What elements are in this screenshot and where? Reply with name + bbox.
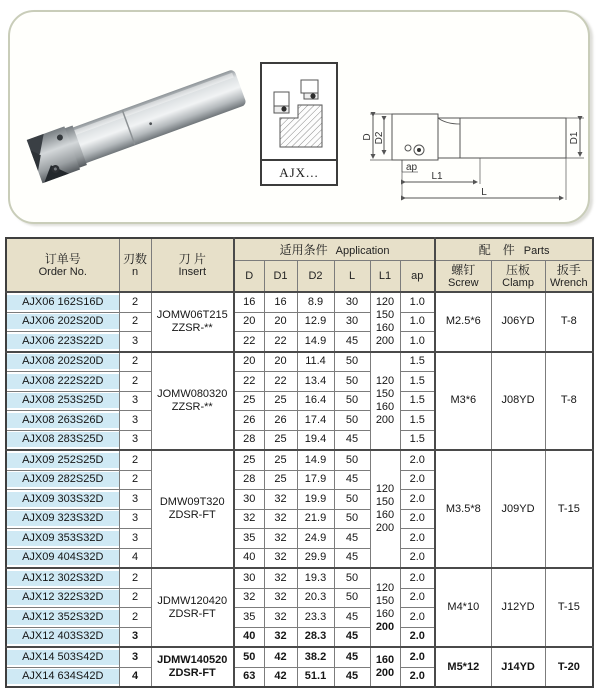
- l-cell: 50: [334, 509, 370, 529]
- col-header-flutes: [119, 238, 151, 292]
- d1-cell: 32: [264, 627, 297, 647]
- d-cell: 40: [234, 548, 264, 568]
- flute-count-cell: 2: [119, 608, 151, 628]
- ap-cell: 1.5: [400, 430, 435, 450]
- d1-cell: 32: [264, 608, 297, 628]
- d2-cell: 23.3: [297, 608, 334, 628]
- d1-cell: 42: [264, 647, 297, 667]
- d1-cell: 16: [264, 292, 297, 312]
- d2-cell: 19.4: [297, 430, 334, 450]
- d2-cell: 38.2: [297, 647, 334, 667]
- tool-photo: [22, 50, 257, 200]
- d2-cell: 19.9: [297, 490, 334, 510]
- l-cell: 45: [334, 608, 370, 628]
- clamp-cell: J09YD: [491, 450, 545, 568]
- l1-cell: 120 150 160 200: [370, 450, 400, 568]
- ap-cell: 2.0: [400, 667, 435, 687]
- flute-count-cell: 3: [119, 490, 151, 510]
- col-header-d1: D1: [264, 261, 297, 293]
- dim-label-l1: L1: [431, 171, 443, 182]
- d-cell: 32: [234, 509, 264, 529]
- application-header-zh: 适用条件: [279, 242, 328, 257]
- d-cell: 32: [234, 588, 264, 608]
- d2-cell: 12.9: [297, 312, 334, 332]
- d2-cell: 20.3: [297, 588, 334, 608]
- d-cell: 26: [234, 411, 264, 431]
- dim-label-d: D: [362, 133, 373, 141]
- l-cell: 50: [334, 391, 370, 411]
- l-cell: 50: [334, 352, 370, 372]
- col-header-parts: [435, 238, 593, 261]
- clamp-cell: J12YD: [491, 568, 545, 647]
- order-no-cell: AJX06 202S20D: [6, 312, 119, 332]
- d1-cell: 25: [264, 430, 297, 450]
- d1-cell: 26: [264, 411, 297, 431]
- order-no-cell: AJX12 322S32D: [6, 588, 119, 608]
- col-header-clamp: [491, 261, 545, 293]
- col-header-l: L: [334, 261, 370, 293]
- insert-cell: JOMW06T215 ZZSR-**: [151, 292, 234, 352]
- d-cell: 63: [234, 667, 264, 687]
- clamp-header-zh: 压板: [506, 263, 531, 277]
- l-cell: 45: [334, 332, 370, 352]
- dim-label-ap: ap: [406, 162, 418, 173]
- d-cell: 35: [234, 529, 264, 549]
- order-no-cell: AJX08 253S25D: [6, 391, 119, 411]
- d1-cell: 32: [264, 588, 297, 608]
- screw-cell: M3.5*8: [435, 450, 491, 568]
- table-row: [6, 450, 593, 470]
- l-cell: 30: [334, 292, 370, 312]
- order-no-cell: AJX08 202S20D: [6, 352, 119, 372]
- col-header-application: [234, 238, 435, 261]
- table-row: [6, 568, 593, 588]
- d2-cell: 24.9: [297, 529, 334, 549]
- table-body: [6, 292, 593, 687]
- l-cell: 50: [334, 450, 370, 470]
- order-no-cell: AJX08 263S26D: [6, 411, 119, 431]
- d-cell: 28: [234, 430, 264, 450]
- d-cell: 22: [234, 332, 264, 352]
- flute-count-cell: 2: [119, 292, 151, 312]
- d1-cell: 25: [264, 470, 297, 490]
- d-cell: 35: [234, 608, 264, 628]
- d1-cell: 22: [264, 372, 297, 392]
- order-header-en: Order No.: [38, 266, 87, 278]
- flute-count-cell: 3: [119, 529, 151, 549]
- d-cell: 25: [234, 391, 264, 411]
- order-no-cell: AJX14 634S42D: [6, 667, 119, 687]
- ap-cell: 1.5: [400, 372, 435, 392]
- l-cell: 50: [334, 568, 370, 588]
- insert-cell: JDMW120420 ZDSR-FT: [151, 568, 234, 647]
- ap-cell: 1.5: [400, 352, 435, 372]
- clamp-cell: J08YD: [491, 352, 545, 451]
- ap-cell: 1.0: [400, 312, 435, 332]
- screw-cell: M4*10: [435, 568, 491, 647]
- d-cell: 20: [234, 312, 264, 332]
- ap-cell: 1.5: [400, 411, 435, 431]
- clamp-cell: J06YD: [491, 292, 545, 352]
- insert-cell: JDMW140520 ZDSR-FT: [151, 647, 234, 687]
- d-cell: 28: [234, 470, 264, 490]
- screw-header-en: Screw: [448, 277, 479, 289]
- d-cell: 20: [234, 352, 264, 372]
- ap-cell: 2.0: [400, 529, 435, 549]
- flute-count-cell: 2: [119, 470, 151, 490]
- l-cell: 45: [334, 430, 370, 450]
- d2-cell: 19.3: [297, 568, 334, 588]
- order-no-cell: AJX06 223S22D: [6, 332, 119, 352]
- flute-count-cell: 4: [119, 548, 151, 568]
- cutting-diagram-icon: [264, 66, 336, 162]
- order-no-cell: AJX08 283S25D: [6, 430, 119, 450]
- d2-cell: 28.3: [297, 627, 334, 647]
- ap-cell: 2.0: [400, 608, 435, 628]
- ap-cell: 2.0: [400, 647, 435, 667]
- clamp-cell: J14YD: [491, 647, 545, 687]
- d2-cell: 8.9: [297, 292, 334, 312]
- screw-header-zh: 螺钉: [451, 263, 476, 277]
- l-cell: 45: [334, 627, 370, 647]
- d1-cell: 32: [264, 529, 297, 549]
- d1-cell: 32: [264, 490, 297, 510]
- l-cell: 45: [334, 529, 370, 549]
- d-cell: 30: [234, 568, 264, 588]
- order-no-cell: AJX09 252S25D: [6, 450, 119, 470]
- dimension-diagram: [362, 92, 594, 210]
- screw-cell: M3*6: [435, 352, 491, 451]
- flute-count-cell: 2: [119, 352, 151, 372]
- dim-label-d2: D2: [374, 131, 385, 145]
- wrench-cell: T-8: [545, 352, 593, 451]
- wrench-cell: T-15: [545, 568, 593, 647]
- col-header-wrench: [545, 261, 593, 293]
- d2-cell: 21.9: [297, 509, 334, 529]
- d1-cell: 42: [264, 667, 297, 687]
- wrench-header-en: Wrench: [549, 277, 588, 289]
- insert-header-en: Insert: [178, 266, 206, 278]
- table-row: [6, 352, 593, 372]
- l-cell: 45: [334, 548, 370, 568]
- application-diagram-box: [260, 62, 338, 186]
- order-no-cell: AJX09 303S32D: [6, 490, 119, 510]
- d-cell: 50: [234, 647, 264, 667]
- order-header-zh: 订单号: [44, 252, 81, 266]
- d-cell: 25: [234, 450, 264, 470]
- ap-cell: 2.0: [400, 627, 435, 647]
- ap-cell: 2.0: [400, 450, 435, 470]
- flute-count-cell: 4: [119, 667, 151, 687]
- d1-cell: 22: [264, 332, 297, 352]
- product-image-panel: [8, 10, 590, 224]
- col-header-d2: D2: [297, 261, 334, 293]
- insert-cell: JOMW080320 ZZSR-**: [151, 352, 234, 451]
- d-cell: 16: [234, 292, 264, 312]
- d1-cell: 25: [264, 450, 297, 470]
- col-header-order-no: [6, 238, 119, 292]
- clamp-header-en: Clamp: [502, 277, 534, 289]
- ap-cell: 1.5: [400, 391, 435, 411]
- l-cell: 50: [334, 490, 370, 510]
- wrench-cell: T-20: [545, 647, 593, 687]
- col-header-ap: ap: [400, 261, 435, 293]
- flute-count-cell: 3: [119, 391, 151, 411]
- flute-count-cell: 2: [119, 450, 151, 470]
- d2-cell: 16.4: [297, 391, 334, 411]
- l-cell: 45: [334, 470, 370, 490]
- d1-cell: 32: [264, 509, 297, 529]
- flute-count-cell: 3: [119, 411, 151, 431]
- d2-cell: 13.4: [297, 372, 334, 392]
- application-header-en: Application: [335, 244, 390, 257]
- col-header-insert: [151, 238, 234, 292]
- l-cell: 45: [334, 667, 370, 687]
- ap-cell: 1.0: [400, 292, 435, 312]
- d2-cell: 29.9: [297, 548, 334, 568]
- d1-cell: 25: [264, 391, 297, 411]
- flute-count-cell: 2: [119, 588, 151, 608]
- order-no-cell: AJX09 404S32D: [6, 548, 119, 568]
- wrench-header-zh: 扳手: [556, 263, 581, 277]
- order-no-cell: AJX09 323S32D: [6, 509, 119, 529]
- flute-count-cell: 3: [119, 627, 151, 647]
- wrench-cell: T-8: [545, 292, 593, 352]
- screw-cell: M5*12: [435, 647, 491, 687]
- order-no-cell: AJX09 353S32D: [6, 529, 119, 549]
- order-no-cell: AJX08 222S22D: [6, 372, 119, 392]
- order-no-cell: AJX06 162S16D: [6, 292, 119, 312]
- l1-cell: 120 150 160 200: [370, 352, 400, 451]
- l1-cell: 120 150 160 200: [370, 292, 400, 352]
- d-cell: 22: [234, 372, 264, 392]
- series-label: AJX...: [262, 159, 336, 184]
- d2-cell: 11.4: [297, 352, 334, 372]
- screw-cell: M2.5*6: [435, 292, 491, 352]
- ap-cell: 2.0: [400, 509, 435, 529]
- flute-count-cell: 3: [119, 332, 151, 352]
- wrench-cell: T-15: [545, 450, 593, 568]
- d-cell: 40: [234, 627, 264, 647]
- dim-label-d1: D1: [569, 131, 580, 145]
- d1-cell: 32: [264, 548, 297, 568]
- order-no-cell: AJX12 352S32D: [6, 608, 119, 628]
- l-cell: 50: [334, 411, 370, 431]
- col-header-l1: L1: [370, 261, 400, 293]
- flute-count-cell: 3: [119, 430, 151, 450]
- ap-cell: 2.0: [400, 490, 435, 510]
- ap-cell: 1.0: [400, 332, 435, 352]
- d2-cell: 17.4: [297, 411, 334, 431]
- order-no-cell: AJX12 302S32D: [6, 568, 119, 588]
- d2-cell: 14.9: [297, 332, 334, 352]
- d2-cell: 14.9: [297, 450, 334, 470]
- flutes-header-en: n: [131, 266, 139, 278]
- ap-cell: 2.0: [400, 568, 435, 588]
- l-cell: 50: [334, 372, 370, 392]
- order-no-cell: AJX12 403S32D: [6, 627, 119, 647]
- parts-header-zh: 配 件: [478, 242, 515, 257]
- l-cell: 30: [334, 312, 370, 332]
- product-spec-table: [5, 237, 594, 688]
- d1-cell: 20: [264, 352, 297, 372]
- col-header-screw: [435, 261, 491, 293]
- d1-cell: 20: [264, 312, 297, 332]
- insert-cell: DMW09T320 ZDSR-FT: [151, 450, 234, 568]
- flute-count-cell: 2: [119, 568, 151, 588]
- order-no-cell: AJX09 282S25D: [6, 470, 119, 490]
- flutes-header-zh: 刃数: [122, 252, 147, 266]
- order-no-cell: AJX14 503S42D: [6, 647, 119, 667]
- flute-count-cell: 3: [119, 647, 151, 667]
- l1-cell: 160 200: [370, 647, 400, 687]
- flute-count-cell: 3: [119, 509, 151, 529]
- ap-cell: 2.0: [400, 548, 435, 568]
- flute-count-cell: 2: [119, 312, 151, 332]
- table-row: [6, 292, 593, 312]
- ap-cell: 2.0: [400, 470, 435, 490]
- table-row: [6, 647, 593, 667]
- d1-cell: 32: [264, 568, 297, 588]
- l-cell: 45: [334, 647, 370, 667]
- d2-cell: 17.9: [297, 470, 334, 490]
- d-cell: 30: [234, 490, 264, 510]
- insert-header-zh: 刀 片: [178, 252, 206, 266]
- flute-count-cell: 2: [119, 372, 151, 392]
- d2-cell: 51.1: [297, 667, 334, 687]
- ap-cell: 2.0: [400, 588, 435, 608]
- l1-cell: 120 150 160 200: [370, 568, 400, 647]
- dim-label-l: L: [481, 187, 487, 198]
- parts-header-en: Parts: [523, 244, 550, 257]
- col-header-d: D: [234, 261, 264, 293]
- l-cell: 50: [334, 588, 370, 608]
